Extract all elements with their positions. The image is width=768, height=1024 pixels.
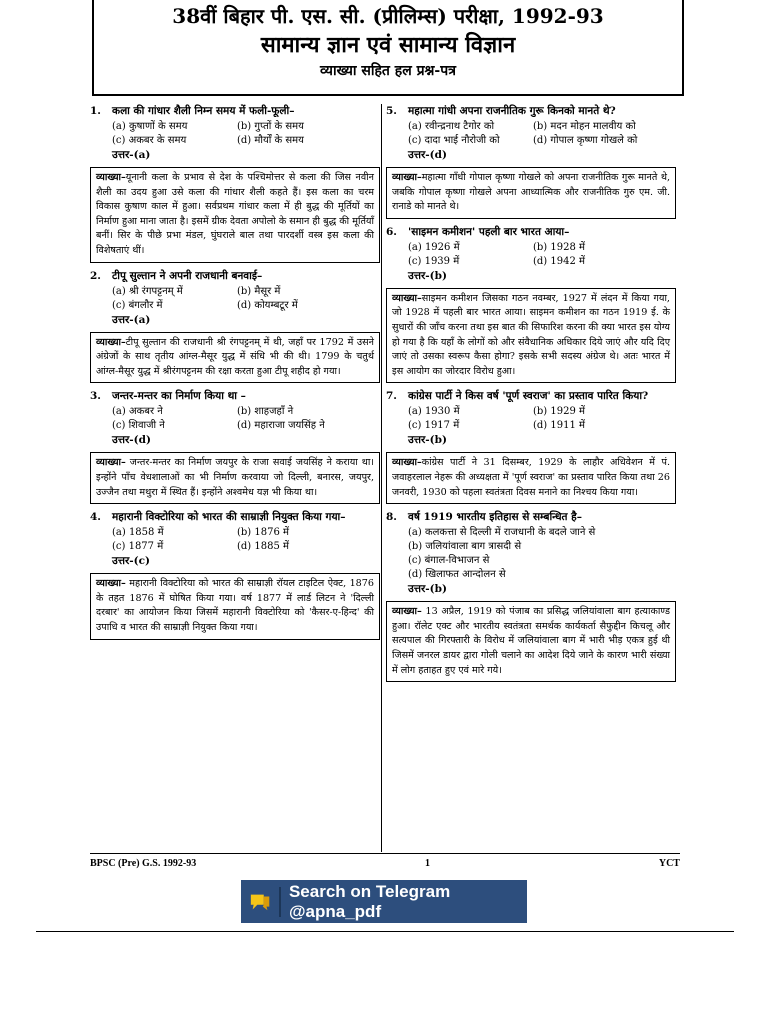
answer: उत्तर-(b)	[408, 434, 447, 447]
option-b: (b) 1928 में	[533, 241, 585, 253]
option-c: (c) 1917 में	[408, 420, 460, 432]
option-d: (d) 1911 में	[533, 420, 585, 432]
explanation-label: व्याख्या–	[392, 172, 422, 183]
answer: उत्तर-(a)	[112, 313, 151, 326]
exam-title: 38वीं बिहार पी. एस. सी. (प्रीलिम्स) परीक्षा, 1992-93	[172, 4, 604, 28]
option-d: (d) 1942 में	[533, 255, 585, 267]
right-column	[386, 104, 676, 688]
option-a: (a) कुषाणों के समय	[112, 121, 188, 132]
option-d: (d) 1885 में	[237, 541, 289, 553]
option-b: (b) 1929 में	[533, 406, 585, 418]
footer-left: BPSC (Pre) G.S. 1992-93	[90, 858, 197, 869]
question-number: 2.	[90, 269, 101, 282]
option-b: (b) मैसूर में	[237, 285, 281, 297]
answer: उत्तर-(b)	[408, 583, 447, 596]
option-b: (b) जलियांवाला बाग त्रासदी से	[408, 541, 522, 553]
telegram-banner[interactable]	[241, 880, 527, 923]
question-number: 8.	[386, 511, 397, 524]
explanation-label: व्याख्या–	[96, 336, 126, 348]
header-box	[92, 0, 684, 96]
explanation-text: कांग्रेस पार्टी ने 31 दिसम्बर, 1929 के लाहौर अधिवेशन में पं. जवाहरलाल नेहरू की अध्यक्षता में 'पूर्ण स्वराज' का प्रस्ताव पारित किया तथा 26 जनवरी, 1930 को पहला स्वतंत्रता दिवस मनाने का निश्चय किया गया।	[392, 457, 670, 498]
explanation-box	[90, 452, 380, 504]
question-text: टीपू सुल्तान ने अपनी राजधानी बनवाई–	[112, 269, 263, 282]
option-a: (a) श्री रंगपट्टनम् में	[112, 285, 183, 297]
option-d: (d) कोयम्बटूर में	[237, 299, 298, 311]
question-3	[90, 389, 380, 504]
option-a: (a) अकबर ने	[112, 406, 163, 418]
explanation-box	[90, 573, 380, 639]
column-divider	[381, 104, 382, 852]
question-text: महारानी विक्टोरिया को भारत की साम्राज्ञी नियुक्त किया गया–	[112, 511, 346, 524]
question-4	[90, 510, 380, 639]
option-d: (d) गोपाल कृष्णा गोखले को	[533, 135, 638, 146]
explanation-box	[386, 601, 676, 682]
question-text: 'साइमन कमीशन' पहली बार भारत आया–	[408, 225, 570, 238]
footer-right: YCT	[658, 858, 680, 869]
option-c: (c) अकबर के समय	[112, 135, 187, 146]
subject-title: सामान्य ज्ञान एवं सामान्य विज्ञान	[260, 32, 516, 58]
option-a: (a) 1858 में	[112, 527, 164, 539]
answer: उत्तर-(d)	[408, 149, 447, 161]
option-d: (d) खिलाफत आन्दोलन से	[408, 569, 506, 581]
question-text: वर्ष 1919 भारतीय इतिहास से सम्बन्धित है–	[408, 511, 583, 524]
question-2	[90, 269, 380, 384]
answer: उत्तर-(b)	[408, 269, 447, 282]
explanation-label: व्याख्या–	[392, 292, 422, 304]
option-c: (c) दादा भाई नौरोजी को	[408, 135, 500, 146]
question-number: 5.	[386, 105, 397, 117]
option-a: (a) रवीन्द्रनाथ टैगोर को	[408, 121, 495, 132]
answer: उत्तर-(c)	[112, 555, 150, 568]
bottom-rule	[36, 931, 734, 932]
footer-rule	[90, 853, 680, 854]
explanation-text: जन्तर-मन्तर का निर्माण जयपुर के राजा सवाई जयसिंह ने कराया था। इन्होंने पाँच वेधशालाओं का भी निर्माण करवाया जो दिल्ली, बनारस, जयपुर, उज्जैन तथा मथुरा में स्थित हैं। इन्होंने अश्वमेध यज्ञ भी किया था।	[96, 457, 374, 498]
left-column	[90, 104, 380, 646]
question-8	[386, 510, 676, 682]
explanation-label: व्याख्या–	[96, 172, 126, 183]
question-number: 4.	[90, 511, 101, 524]
answer: उत्तर-(d)	[112, 434, 151, 447]
explanation-label: व्याख्या–	[392, 606, 422, 618]
option-c: (c) बंगलौर में	[112, 299, 163, 311]
explanation-text: टीपू सुल्तान की राजधानी श्री रंगपट्टनम् में थी, जहाँ पर 1792 में उसने अंग्रेजों के साथ तृतीय आंग्ल-मैसूर युद्ध में संधि भी की थी। 1799 के चतुर्थ आंग्ल-मैसूर युद्ध में श्रीरंगपट्टनम की रक्षा करता हुआ टीपू शहीद हो गया।	[96, 336, 374, 377]
option-d: (d) मौर्यों के समय	[237, 135, 304, 146]
explanation-text: महारानी विक्टोरिया को भारत की साम्राज्ञी रॉयल टाइटिल ऐक्ट, 1876 के तहत 1876 में घोषित किया गया। वर्ष 1877 में लार्ड लिटन ने 'दिल्ली दरबार' का आयोजन किया जिसमें महारानी विक्टोरिया को 'कैसर-ए-हिन्द' की उपाधि व भारत की साम्राज्ञी नियुक्त किया गया।	[96, 578, 374, 633]
paper-subtitle: व्याख्या सहित हल प्रश्न-पत्र	[320, 63, 456, 79]
explanation-label: व्याख्या–	[392, 457, 422, 469]
option-b: (b) 1876 में	[237, 527, 289, 539]
explanation-label: व्याख्या–	[96, 578, 126, 590]
question-text: जन्तर-मन्तर का निर्माण किया था –	[112, 390, 246, 403]
option-c: (c) 1939 में	[408, 255, 460, 267]
option-b: (b) गुप्तों के समय	[237, 121, 304, 132]
option-a: (a) 1930 में	[408, 406, 460, 418]
question-text: कांग्रेस पार्टी ने किस वर्ष 'पूर्ण स्वराज' का प्रस्ताव पारित किया?	[408, 390, 649, 403]
question-number: 1.	[90, 105, 101, 117]
option-d: (d) महाराजा जयसिंह ने	[237, 420, 325, 432]
question-text: कला की गांधार शैली निम्न समय में फली-फूली–	[112, 105, 295, 117]
option-b: (b) शाहजहाँ ने	[237, 406, 294, 418]
question-number: 3.	[90, 390, 101, 403]
banner-text: Search on Telegram @apna_pdf	[288, 881, 451, 921]
explanation-text: साइमन कमीशन जिसका गठन नवम्बर, 1927 में लंदन में किया गया, जो 1928 में पहली बार भारत आया। साइमन कमीशन का गठन 1919 ई. के सुधारों की जाँच करना तथा इस बात की सिफारिश करना की क्या भारत इस योग्य हो गया है कि यहाँ के लोगों को और संवैधानिक अधिकार दिये जाएं और यदि दिए जाएं तो उसका स्वरूप कैसा होगा? इसके सभी सदस्य अंग्रेज थे। अतः भारत में इस आयोग का जोरदार विरोध हुआ।	[392, 292, 670, 377]
question-number: 6.	[386, 225, 397, 238]
question-5	[386, 104, 676, 219]
question-number: 7.	[386, 390, 397, 403]
question-6	[386, 225, 676, 384]
explanation-box	[386, 288, 676, 384]
telegram-icon	[249, 891, 271, 913]
explanation-text: महात्मा गाँधी गोपाल कृष्णा गोखले को अपना राजनीतिक गुरू मानते थे, जबकि गोपाल कृष्णा गोखले अपना आध्यात्मिक और राजनीतिक गुरु एम. जी. रानाडे को मानते थे।	[392, 172, 670, 213]
option-a: (a) 1926 में	[408, 241, 460, 253]
explanation-label: व्याख्या–	[96, 457, 126, 469]
option-b: (b) मदन मोहन मालवीय को	[533, 121, 636, 132]
banner-separator	[279, 887, 281, 917]
option-a: (a) कलकत्ता से दिल्ली में राजधानी के बदले जाने से	[408, 527, 596, 539]
question-text: महात्मा गांधी अपना राजनीतिक गुरू किनको मानते थे?	[408, 105, 616, 117]
explanation-box	[90, 167, 380, 263]
option-c: (c) बंगाल-विभाजन से	[408, 555, 490, 567]
question-1	[90, 104, 380, 263]
question-7	[386, 389, 676, 504]
option-c: (c) शिवाजी ने	[112, 420, 165, 432]
page-number: 1	[425, 858, 431, 869]
explanation-box	[90, 332, 380, 384]
answer: उत्तर-(a)	[112, 149, 151, 161]
explanation-box	[386, 167, 676, 219]
explanation-box	[386, 452, 676, 504]
explanation-text: यूनानी कला के प्रभाव से देश के पश्चिमोत्तर से कला की जिस नवीन शैली का उदय हुआ उसे कला की गांधार शैली कहते हैं। इस कला का चरम विकास कुषाण काल में हुआ। सर्वप्रथम गांधार कला में ही बुद्ध की मूर्तियों का निर्माण हुआ माना जाता है। इसमें ग्रीक देवता अपोलो के समान ही बुद्ध की मूर्तियाँ बनीं। सिर के पीछे प्रभा मंडल, घुंघराले बाल तथा पारदर्शी वस्त्र इस कला की विशेषताएं थीं।	[96, 172, 374, 256]
explanation-text: 13 अप्रैल, 1919 को पंजाब का प्रसिद्ध जलियांवाला बाग हत्याकाण्ड हुआ। रॉलेट एक्ट और भारतीय स्वतंत्रता समर्थक कार्यकर्ता सैफुद्दीन किचलू और सत्यपाल की गिरफ्तारी के विरोध में जलियांवाला बाग में भारी भीड़ एकत्र हुई थी जिसमें जनरल डायर द्वारा गोली चलाने का आदेश दिये जाने के कारण भारी संख्या में लोग हताहत हुए एवं मारे गये।	[392, 606, 670, 676]
option-c: (c) 1877 में	[112, 541, 164, 553]
footer	[90, 858, 680, 869]
